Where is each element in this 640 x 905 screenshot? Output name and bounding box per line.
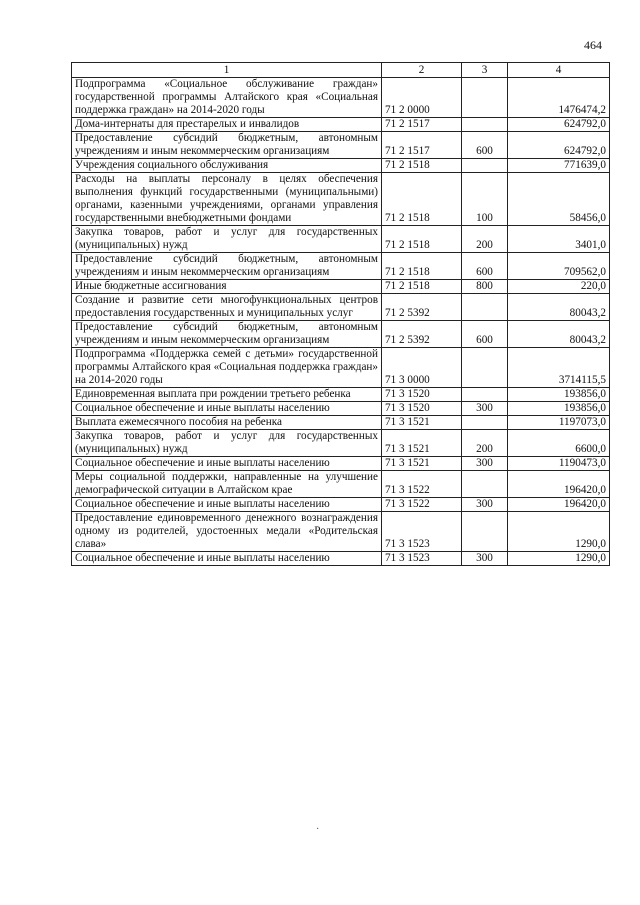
table-row [72, 173, 610, 226]
table-row [72, 118, 610, 132]
row-name: Меры социальной поддержки, направленные на улучшение демографической ситуации в Алтайском крае [72, 471, 382, 498]
row-amount: 58456,0 [508, 173, 610, 226]
table-row [72, 348, 610, 388]
row-amount: 6600,0 [508, 430, 610, 457]
row-name: Подпрограмма «Социальное обслуживание граждан» государственной программы Алтайского края «Социальная поддержка граждан» на 2014-2020 годы [72, 78, 382, 118]
row-code: 71 2 1518 [382, 253, 462, 280]
table-row [72, 159, 610, 173]
row-amount: 196420,0 [508, 498, 610, 512]
row-code: 71 3 1521 [382, 457, 462, 471]
row-code: 71 2 1517 [382, 118, 462, 132]
row-amount: 196420,0 [508, 471, 610, 498]
row-amount: 80043,2 [508, 321, 610, 348]
table-row [72, 430, 610, 457]
row-amount: 220,0 [508, 280, 610, 294]
column-header-amount: 4 [508, 63, 610, 78]
column-header-name: 1 [72, 63, 382, 78]
row-name: Расходы на выплаты персоналу в целях обеспечения выполнения функций государственными (муниципальными) органами, казенными учреждениями, органами управления государственными внебюджетными фондами [72, 173, 382, 226]
row-type [462, 512, 508, 552]
row-code: 71 3 1523 [382, 552, 462, 566]
page-number: 464 [584, 38, 602, 52]
budget-table [71, 62, 610, 566]
row-name: Подпрограмма «Поддержка семей с детьми» государственной программы Алтайского края «Социальная поддержка граждан» на 2014-2020 годы [72, 348, 382, 388]
row-code: 71 3 1521 [382, 430, 462, 457]
row-type [462, 416, 508, 430]
row-amount: 3401,0 [508, 226, 610, 253]
row-type: 200 [462, 430, 508, 457]
row-name: Выплата ежемесячного пособия на ребенка [72, 416, 382, 430]
row-code: 71 3 1522 [382, 471, 462, 498]
row-type: 600 [462, 132, 508, 159]
table-row [72, 388, 610, 402]
row-name: Закупка товаров, работ и услуг для государственных (муниципальных) нужд [72, 226, 382, 253]
row-amount: 193856,0 [508, 388, 610, 402]
row-type [462, 159, 508, 173]
row-code: 71 2 0000 [382, 78, 462, 118]
table-row [72, 321, 610, 348]
row-type: 100 [462, 173, 508, 226]
row-amount: 624792,0 [508, 118, 610, 132]
row-type: 800 [462, 280, 508, 294]
row-type [462, 78, 508, 118]
table-row [72, 416, 610, 430]
table-row [72, 226, 610, 253]
table-row [72, 552, 610, 566]
table-row [72, 280, 610, 294]
row-type: 300 [462, 457, 508, 471]
row-type: 600 [462, 321, 508, 348]
row-amount: 1290,0 [508, 512, 610, 552]
column-header-type: 3 [462, 63, 508, 78]
row-type: 200 [462, 226, 508, 253]
row-amount: 80043,2 [508, 294, 610, 321]
row-type [462, 388, 508, 402]
row-code: 71 3 1522 [382, 498, 462, 512]
table-row [72, 253, 610, 280]
table-row [72, 402, 610, 416]
row-name: Предоставление субсидий бюджетным, автономным учреждениям и иным некоммерческим организациям [72, 132, 382, 159]
row-code: 71 3 1521 [382, 416, 462, 430]
row-code: 71 3 0000 [382, 348, 462, 388]
table-row [72, 132, 610, 159]
row-name: Социальное обеспечение и иные выплаты населению [72, 457, 382, 471]
row-amount: 1190473,0 [508, 457, 610, 471]
row-type: 300 [462, 498, 508, 512]
table-row [72, 512, 610, 552]
row-amount: 193856,0 [508, 402, 610, 416]
table-row [72, 471, 610, 498]
table-row [72, 294, 610, 321]
row-code: 71 2 1518 [382, 159, 462, 173]
row-type [462, 118, 508, 132]
row-name: Социальное обеспечение и иные выплаты населению [72, 498, 382, 512]
row-name: Предоставление единовременного денежного вознаграждения одному из родителей, удостоенных медали «Родительская слава» [72, 512, 382, 552]
row-name: Иные бюджетные ассигнования [72, 280, 382, 294]
row-type [462, 348, 508, 388]
table-row [72, 498, 610, 512]
table-row [72, 78, 610, 118]
row-name: Закупка товаров, работ и услуг для государственных (муниципальных) нужд [72, 430, 382, 457]
row-code: 71 2 5392 [382, 321, 462, 348]
row-name: Предоставление субсидий бюджетным, автономным учреждениям и иным некоммерческим организациям [72, 253, 382, 280]
row-type [462, 471, 508, 498]
row-code: 71 2 1518 [382, 280, 462, 294]
row-amount: 1476474,2 [508, 78, 610, 118]
row-type: 300 [462, 402, 508, 416]
row-name: Социальное обеспечение и иные выплаты населению [72, 552, 382, 566]
row-code: 71 3 1520 [382, 402, 462, 416]
table-row [72, 457, 610, 471]
row-amount: 3714115,5 [508, 348, 610, 388]
row-name: Единовременная выплата при рождении третьего ребенка [72, 388, 382, 402]
row-code: 71 2 1517 [382, 132, 462, 159]
row-amount: 1197073,0 [508, 416, 610, 430]
row-code: 71 3 1523 [382, 512, 462, 552]
row-code: 71 2 1518 [382, 173, 462, 226]
row-amount: 709562,0 [508, 253, 610, 280]
row-name: Социальное обеспечение и иные выплаты населению [72, 402, 382, 416]
row-name: Дома-интернаты для престарелых и инвалидов [72, 118, 382, 132]
row-code: 71 3 1520 [382, 388, 462, 402]
row-type [462, 294, 508, 321]
row-name: Предоставление субсидий бюджетным, автономным учреждениям и иным некоммерческим организациям [72, 321, 382, 348]
row-amount: 771639,0 [508, 159, 610, 173]
row-type: 600 [462, 253, 508, 280]
row-code: 71 2 5392 [382, 294, 462, 321]
row-code: 71 2 1518 [382, 226, 462, 253]
row-name: Учреждения социального обслуживания [72, 159, 382, 173]
row-amount: 1290,0 [508, 552, 610, 566]
column-header-code: 2 [382, 63, 462, 78]
row-type: 300 [462, 552, 508, 566]
scan-artifact-dot: · [316, 824, 320, 835]
table-header-row [72, 63, 610, 78]
row-amount: 624792,0 [508, 132, 610, 159]
row-name: Создание и развитие сети многофункциональных центров предоставления государственных и муниципальных услуг [72, 294, 382, 321]
